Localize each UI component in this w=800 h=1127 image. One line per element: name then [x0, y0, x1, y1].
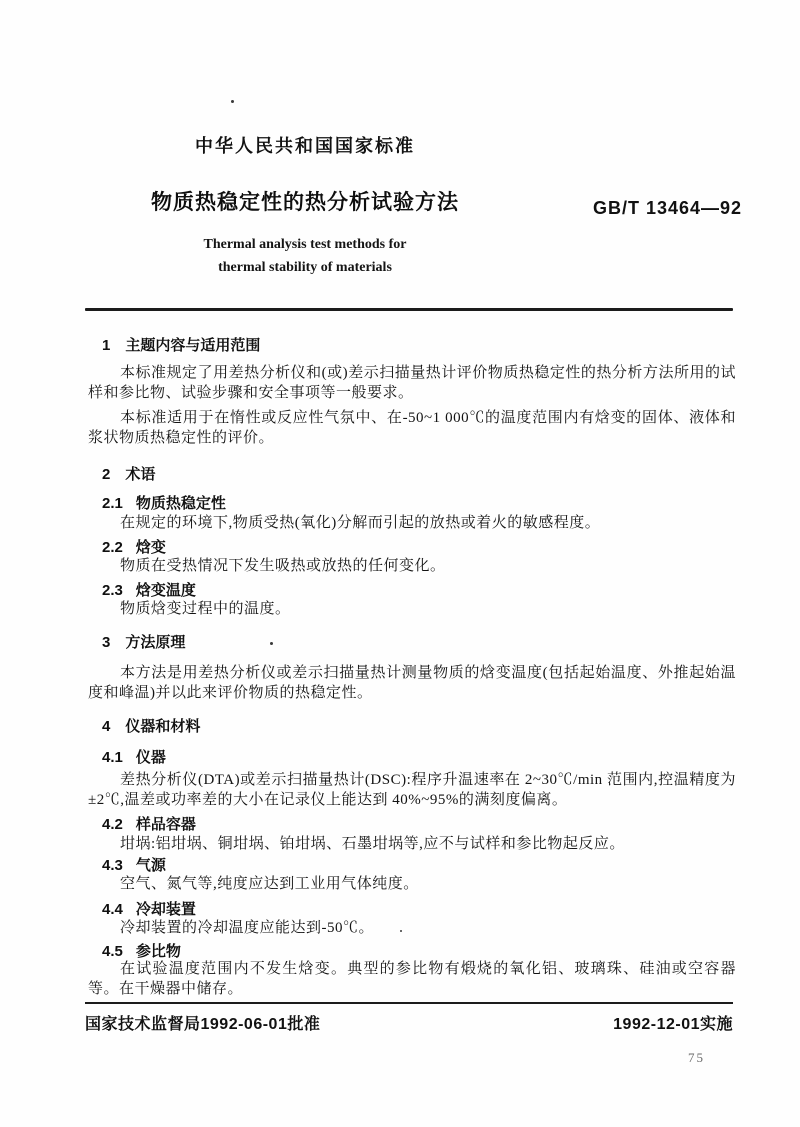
subsection-number: 4.1 [102, 749, 123, 766]
footer-implementation: 1992-12-01实施 [613, 1016, 733, 1033]
subsection-number: 2.3 [102, 582, 123, 599]
subsection-body-4-1: 差热分析仪(DTA)或差示扫描量热计(DSC):程序升温速率在 2~30℃/min 范围内,控温精度为±2℃,温差或功率差的大小在记录仪上能达到 40%~95%的满刻度偏离。 [88, 772, 736, 808]
header-divider-rule [85, 308, 733, 311]
page-number: 75 [688, 1050, 705, 1065]
standard-code: GB/T 13464—92 [593, 198, 743, 218]
section-title: 主题内容与适用范围 [125, 337, 261, 354]
standard-title-english-line2: thermal stability of materials [218, 260, 392, 275]
subsection-heading-4-1 [88, 746, 750, 767]
section-title: 仪器和材料 [125, 718, 201, 735]
subsection-title: 气源 [135, 858, 166, 874]
section-heading-2 [88, 463, 750, 484]
subsection-title: 参比物 [135, 944, 181, 960]
subsection-body-4-5: 在试验温度范围内不发生焓变。典型的参比物有煅烧的氧化铝、玻璃珠、硅油或空容器等。在干燥器中储存。 [88, 961, 736, 997]
paragraph-scope-2: 本标准适用于在惰性或反应性气氛中、在-50~1 000℃的温度范围内有焓变的固体、液体和浆状物质热稳定性的评价。 [88, 410, 736, 446]
section-number: 1 [102, 337, 111, 354]
subsection-number: 4.2 [102, 816, 123, 833]
section-number: 3 [102, 634, 111, 651]
subsection-heading-2-2 [88, 536, 750, 557]
subsection-title: 焓变温度 [135, 583, 196, 599]
section-number: 2 [102, 466, 111, 483]
subsection-title: 冷却装置 [135, 902, 196, 918]
subsection-body-2-2: 物质在受热情况下发生吸热或放热的任何变化。 [120, 558, 446, 574]
paragraph-principle: 本方法是用差热分析仪或差示扫描量热计测量物质的焓变温度(包括起始温度、外推起始温度和峰温)并以此来评价物质的热稳定性。 [88, 665, 736, 701]
subsection-body-2-1: 在规定的环境下,物质受热(氧化)分解而引起的放热或着火的敏感程度。 [120, 515, 601, 531]
scan-speck [400, 930, 402, 932]
subsection-body-4-3: 空气、氮气等,纯度应达到工业用气体纯度。 [120, 876, 419, 892]
footer-divider-rule [85, 1002, 733, 1004]
subsection-title: 样品容器 [135, 817, 196, 833]
subsection-number: 2.2 [102, 539, 123, 556]
section-heading-1 [88, 334, 750, 355]
subsection-number: 4.3 [102, 857, 123, 874]
section-heading-3 [88, 631, 750, 652]
section-heading-4 [88, 715, 750, 736]
subsection-title: 物质热稳定性 [135, 496, 226, 512]
subsection-heading-4-3 [88, 854, 750, 875]
subsection-heading-2-3 [88, 579, 750, 600]
subsection-body-4-2: 坩埚:铝坩埚、铜坩埚、铂坩埚、石墨坩埚等,应不与试样和参比物起反应。 [120, 836, 625, 852]
subsection-heading-4-4 [88, 898, 750, 919]
standard-title-chinese: 物质热稳定性的热分析试验方法 [151, 191, 459, 214]
national-standard-label: 中华人民共和国国家标准 [195, 136, 415, 156]
scan-speck [270, 642, 273, 645]
subsection-number: 4.5 [102, 943, 123, 960]
subsection-body-2-3: 物质焓变过程中的温度。 [120, 601, 291, 617]
footer-approval: 国家技术监督局1992-06-01批准 [85, 1016, 321, 1033]
standard-title-english-line1: Thermal analysis test methods for [203, 237, 407, 252]
subsection-heading-4-5 [88, 940, 750, 961]
subsection-number: 4.4 [102, 901, 123, 918]
section-title: 方法原理 [125, 634, 186, 651]
subsection-title: 焓变 [135, 540, 166, 556]
subsection-body-4-4: 冷却装置的冷却温度应能达到-50℃。 [120, 920, 374, 936]
section-number: 4 [102, 718, 111, 735]
subsection-title: 仪器 [135, 750, 166, 766]
subsection-heading-2-1 [88, 492, 750, 513]
subsection-number: 2.1 [102, 495, 123, 512]
paragraph-scope-1: 本标准规定了用差热分析仪和(或)差示扫描量热计评价物质热稳定性的热分析方法所用的试样和参比物、试验步骤和安全事项等一般要求。 [88, 365, 736, 401]
subsection-heading-4-2 [88, 813, 750, 834]
scan-speck [231, 100, 234, 103]
section-title: 术语 [125, 466, 156, 483]
